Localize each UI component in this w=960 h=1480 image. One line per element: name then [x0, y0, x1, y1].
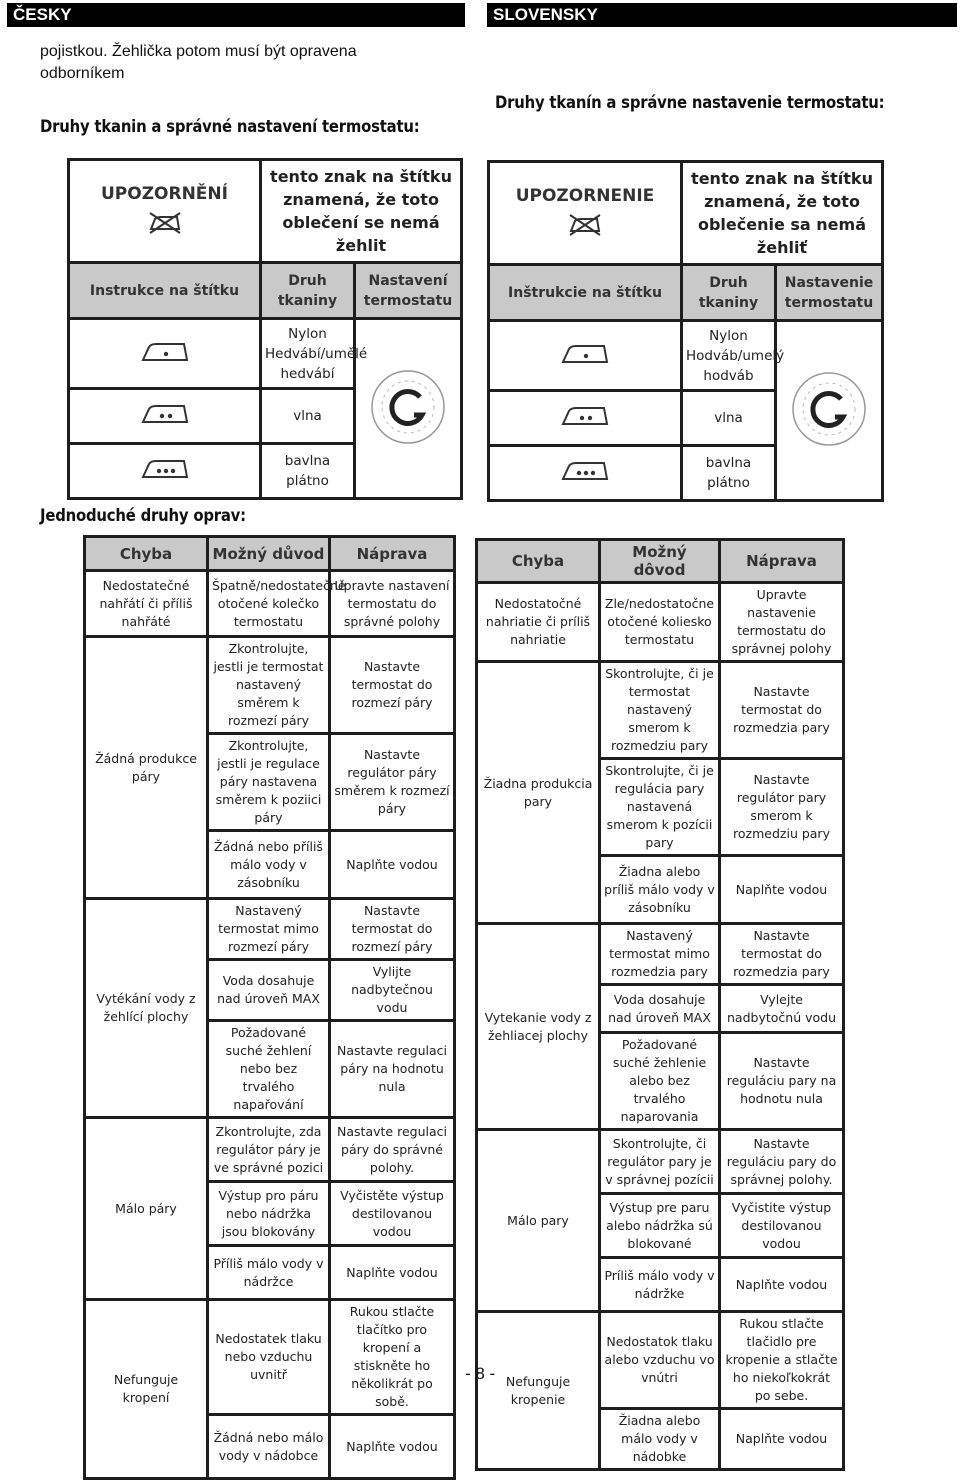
remedy-cell: Nastavte regulátor pary smerom k rozmedziu pary [720, 759, 844, 856]
remedy-cell: Vyčistite výstup destilovanou vodou [720, 1194, 844, 1258]
cause-cell: Výstup pre paru alebo nádržka sú blokované [600, 1194, 720, 1258]
cause-cell: Skontrolujte, či je termostat nastavený smerom k rozmedziu pary [600, 662, 720, 759]
problem-cell: Nedostatočné nahriatie či príliš nahriatie [477, 583, 600, 662]
iron-settings-heading-slovak: Druhy tkanín a správne nastavenie termostatu: [495, 93, 885, 112]
fabric-cotton-linen: bavlna plátno [682, 446, 776, 501]
remedy-cell: Nastavte reguláciu pary na hodnotu nula [720, 1033, 844, 1130]
no-iron-symbol-icon [567, 213, 603, 237]
repair-table-slovak [475, 538, 845, 1471]
cause-cell: Nastavený termostat mimo rozmezí páry [208, 899, 330, 960]
remedy-cell: Nastavte termostat do rozmezí páry [330, 637, 455, 734]
header-fault: Chyba [477, 540, 600, 583]
remedy-cell: Rukou stlačte tlačítko pro kropení a stiskněte ho několikrát po sobě. [330, 1300, 455, 1415]
iron-three-dots-cell [69, 444, 261, 499]
cause-cell: Požadované suché žehlenie alebo bez trvalého naparovania [600, 1033, 720, 1130]
repair-heading: Jednoduché druhy oprav: [40, 506, 246, 525]
note-text: tento znak na štítku znamená, že toto oblečení se nemá žehlit [270, 167, 452, 255]
cause-cell: Nastavený termostat mimo rozmedzia pary [600, 924, 720, 985]
fabric-cotton-linen: bavlna plátno [261, 444, 355, 499]
col-setting-header: Nastavenie termostatu [776, 265, 883, 321]
remedy-cell: Nastavte termostat do rozmedzia pary [720, 924, 844, 985]
remedy-cell: Vyčistěte výstup destilovanou vodou [330, 1182, 455, 1246]
problem-cell: Žádná produkce páry [85, 637, 208, 899]
problem-cell: Vytekanie vody z žehliacej plochy [477, 924, 600, 1130]
problem-cell: Málo páry [85, 1118, 208, 1300]
fabric-nylon: Nylon Hodváb/umelý hodváb [682, 321, 776, 391]
col-fabric-header: Druh tkaniny [682, 265, 776, 321]
ironing-table-czech [67, 158, 463, 500]
header-cause: Možný důvod [208, 537, 330, 571]
cause-cell: Voda dosahuje nad úroveň MAX [208, 960, 330, 1021]
intro-text: pojistkou. Žehlička potom musí být opravena odborníkem [40, 43, 357, 82]
iron-two-dots-cell [489, 391, 682, 446]
repair-table-czech [83, 535, 456, 1480]
header-cause: Možný dôvod [600, 540, 720, 583]
cause-cell: Príliš málo vody v nádržke [600, 1258, 720, 1312]
remedy-cell: Vylejte nadbytočnú vodu [720, 985, 844, 1033]
note-cell [261, 160, 462, 263]
cause-cell: Zle/nedostatočne otočené koliesko termostatu [600, 583, 720, 662]
remedy-cell: Naplňte vodou [720, 1258, 844, 1312]
iron-one-dot-cell [489, 321, 682, 391]
cause-cell: Výstup pro páru nebo nádržka jsou blokovány [208, 1182, 330, 1246]
no-iron-symbol-icon [147, 211, 183, 235]
problem-cell: Žiadna produkcia pary [477, 662, 600, 924]
header-remedy: Náprava [330, 537, 455, 571]
header-remedy: Náprava [720, 540, 844, 583]
iron-one-dot-icon [560, 343, 610, 365]
iron-one-dot-cell [69, 319, 261, 389]
iron-three-dots-icon [140, 458, 190, 480]
remedy-cell: Naplňte vodou [330, 831, 455, 899]
thermostat-dial-cell [355, 319, 462, 499]
remedy-cell: Upravte nastavení termostatu do správné polohy [330, 571, 455, 637]
remedy-cell: Naplňte vodou [330, 1246, 455, 1300]
col-setting-header: Nastavení termostatu [355, 263, 462, 319]
problem-cell: Nefunguje kropení [85, 1300, 208, 1479]
iron-two-dots-icon [560, 405, 610, 427]
iron-two-dots-icon [140, 403, 190, 425]
remedy-cell: Nastavte reguláciu pary do správnej polohy. [720, 1130, 844, 1194]
cause-cell: Skontrolujte, či je regulácia pary nastavená smerom k pozícii pary [600, 759, 720, 856]
warning-cell [489, 162, 682, 265]
iron-settings-heading-czech: Druhy tkanin a správné nastavení termostatu: [40, 117, 420, 136]
warning-label: UPOZORNĚNÍ [101, 184, 228, 204]
cause-cell: Zkontrolujte, zda regulátor páry je ve správné pozici [208, 1118, 330, 1182]
remedy-cell: Nastavte termostat do rozmezí páry [330, 899, 455, 960]
remedy-cell: Vylijte nadbytečnou vodu [330, 960, 455, 1021]
fabric-wool: vlna [261, 389, 355, 444]
remedy-cell: Nastavte regulaci páry do správné polohy. [330, 1118, 455, 1182]
remedy-cell: Naplňte vodou [720, 1409, 844, 1470]
cause-cell: Žiadna alebo príliš málo vody v zásobníku [600, 856, 720, 924]
remedy-cell: Rukou stlačte tlačidlo pre kropenie a stlačte ho niekoľkokrát po sebe. [720, 1312, 844, 1409]
warning-cell [69, 160, 261, 263]
page-number: - 8 - [465, 1364, 496, 1383]
warning-label: UPOZORNENIE [515, 186, 655, 206]
col-label-header: Inštrukcie na štítku [489, 265, 682, 321]
thermostat-dial-icon [789, 369, 869, 449]
remedy-cell: Nastavte regulaci páry na hodnotu nula [330, 1021, 455, 1118]
problem-cell: Vytékání vody z žehlící plochy [85, 899, 208, 1118]
cause-cell: Příliš málo vody v nádržce [208, 1246, 330, 1300]
problem-cell: Nedostatečné nahřátí či příliš nahřáté [85, 571, 208, 637]
note-text: tento znak na štítku znamená, že toto oblečenie sa nemá žehliť [691, 169, 873, 257]
cause-cell: Zkontrolujte, jestli je regulace páry nastavena směrem k poziici páry [208, 734, 330, 831]
remedy-cell: Upravte nastavenie termostatu do správnej polohy [720, 583, 844, 662]
remedy-cell: Nastavte termostat do rozmedzia pary [720, 662, 844, 759]
ironing-table-slovak [487, 160, 884, 502]
iron-two-dots-cell [69, 389, 261, 444]
cause-cell: Voda dosahuje nad úroveň MAX [600, 985, 720, 1033]
cause-cell: Žádná nebo málo vody v nádobce [208, 1415, 330, 1479]
col-fabric-header: Druh tkaniny [261, 263, 355, 319]
cause-cell: Skontrolujte, či regulátor pary je v správnej pozícii [600, 1130, 720, 1194]
cause-cell: Žádná nebo příliš málo vody v zásobníku [208, 831, 330, 899]
language-header-czech: ČESKY [7, 3, 465, 27]
col-label-header: Instrukce na štítku [69, 263, 261, 319]
thermostat-dial-cell [776, 321, 883, 501]
header-fault: Chyba [85, 537, 208, 571]
cause-cell: Žiadna alebo málo vody v nádobke [600, 1409, 720, 1470]
cause-cell: Nedostatek tlaku nebo vzduchu uvnitř [208, 1300, 330, 1415]
iron-three-dots-icon [560, 460, 610, 482]
note-cell [682, 162, 883, 265]
language-header-slovak: SLOVENSKY [487, 3, 957, 27]
remedy-cell: Naplňte vodou [330, 1415, 455, 1479]
cause-cell: Zkontrolujte, jestli je termostat nastavený směrem k rozmezí páry [208, 637, 330, 734]
remedy-cell: Naplňte vodou [720, 856, 844, 924]
iron-one-dot-icon [140, 341, 190, 363]
cause-cell: Špatně/nedostatečně otočené kolečko termostatu [208, 571, 330, 637]
fabric-nylon: Nylon Hedvábí/umělé hedvábí [261, 319, 355, 389]
problem-cell: Málo pary [477, 1130, 600, 1312]
remedy-cell: Nastavte regulátor páry směrem k rozmezí páry [330, 734, 455, 831]
fabric-wool: vlna [682, 391, 776, 446]
cause-cell: Nedostatok tlaku alebo vzduchu vo vnútri [600, 1312, 720, 1409]
iron-three-dots-cell [489, 446, 682, 501]
problem-cell: Nefunguje kropenie [477, 1312, 600, 1470]
cause-cell: Požadované suché žehlení nebo bez trvalého napařování [208, 1021, 330, 1118]
thermostat-dial-icon [368, 367, 448, 447]
